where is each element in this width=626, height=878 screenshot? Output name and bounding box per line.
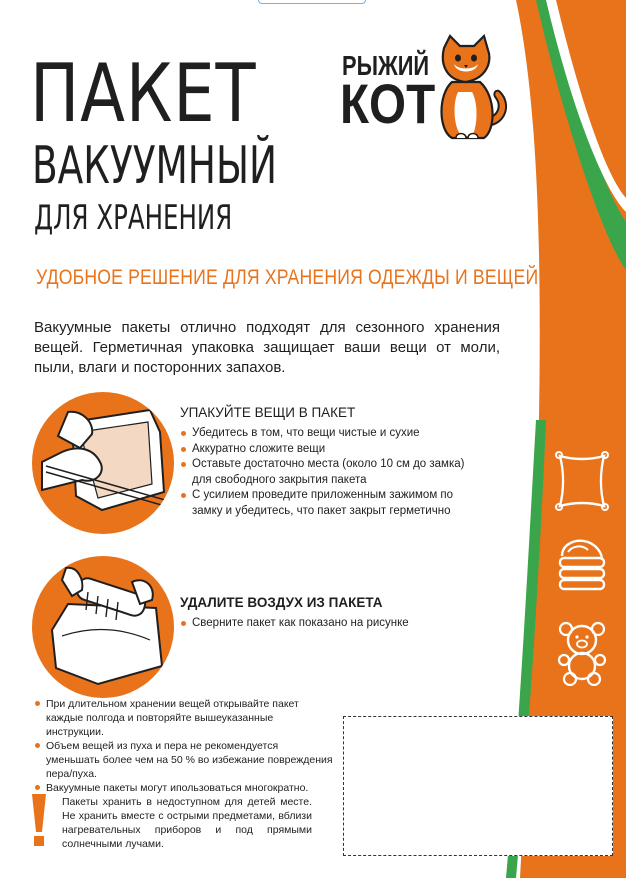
page-title-sub: ВАКУУМНЫЙ xyxy=(32,136,278,196)
brand-logo xyxy=(340,34,510,146)
list-item: Вакуумные пакеты могут ипользоваться многократно. xyxy=(34,781,334,795)
warning-text: Пакеты хранить в недоступном для детей месте. Не хранить вместе с острыми предметами, вблизи нагревательных приборов и под прямыми солнечными лучами. xyxy=(62,796,312,850)
step-list xyxy=(180,426,480,519)
list-item: Аккуратно сложите вещи xyxy=(180,442,480,458)
roll-bag-illustration-icon xyxy=(32,556,174,698)
exclamation-icon xyxy=(30,794,48,848)
brand-name-top: РЫЖИЙ xyxy=(342,50,430,81)
list-item: Убедитесь в том, что вещи чистые и сухие xyxy=(180,426,480,442)
teddy-bear-icon xyxy=(554,620,610,686)
step-list xyxy=(180,616,480,632)
step-title: УДАЛИТЕ ВОЗДУХ ИЗ ПАКЕТА xyxy=(180,595,383,610)
list-item: При длительном хранении вещей открывайте пакет каждые полгода и повторяйте вышеуказанные инструкции. xyxy=(34,697,334,739)
brand-name-bottom: КОТ xyxy=(340,72,436,135)
step2-illustration xyxy=(32,556,174,698)
clothes-stack-icon xyxy=(554,534,610,598)
step-remove-air xyxy=(180,594,480,632)
list-item: Сверните пакет как показано на рисунке xyxy=(180,616,480,632)
subtitle: УДОБНОЕ РЕШЕНИЕ ДЛЯ ХРАНЕНИЯ ОДЕЖДЫ И ВЕЩЕЙ xyxy=(36,266,539,289)
step-title: УПАКУЙТЕ ВЕЩИ В ПАКЕТ xyxy=(180,405,356,420)
intro-text: Вакуумные пакеты отлично подходят для сезонного хранения вещей. Герметичная упаковка защищает ваши вещи от моли, пыли, влаги и посторонних запахов. xyxy=(34,319,500,376)
cat-logo-icon xyxy=(426,34,510,144)
page-title-sub2: ДЛЯ ХРАНЕНИЯ xyxy=(34,198,233,238)
step-pack-items xyxy=(180,404,480,519)
notes-list xyxy=(34,697,334,795)
page-title: ПАКЕТ xyxy=(30,47,257,140)
pack-items-illustration-icon xyxy=(32,392,174,534)
hang-tab-outline xyxy=(258,0,366,4)
step1-illustration xyxy=(32,392,174,534)
list-item: С усилием проведите приложенным зажимом по замку и убедитесь, что пакет закрыт герметично xyxy=(180,488,480,519)
list-item: Оставьте достаточно места (около 10 см до замка) для свободного закрытия пакета xyxy=(180,457,480,488)
product-label-area xyxy=(343,716,613,856)
pillow-icon xyxy=(554,450,610,512)
list-item: Объем вещей из пуха и пера не рекомендуется уменьшать более чем на 50 % во избежание повреждения пера/пуха. xyxy=(34,739,334,781)
